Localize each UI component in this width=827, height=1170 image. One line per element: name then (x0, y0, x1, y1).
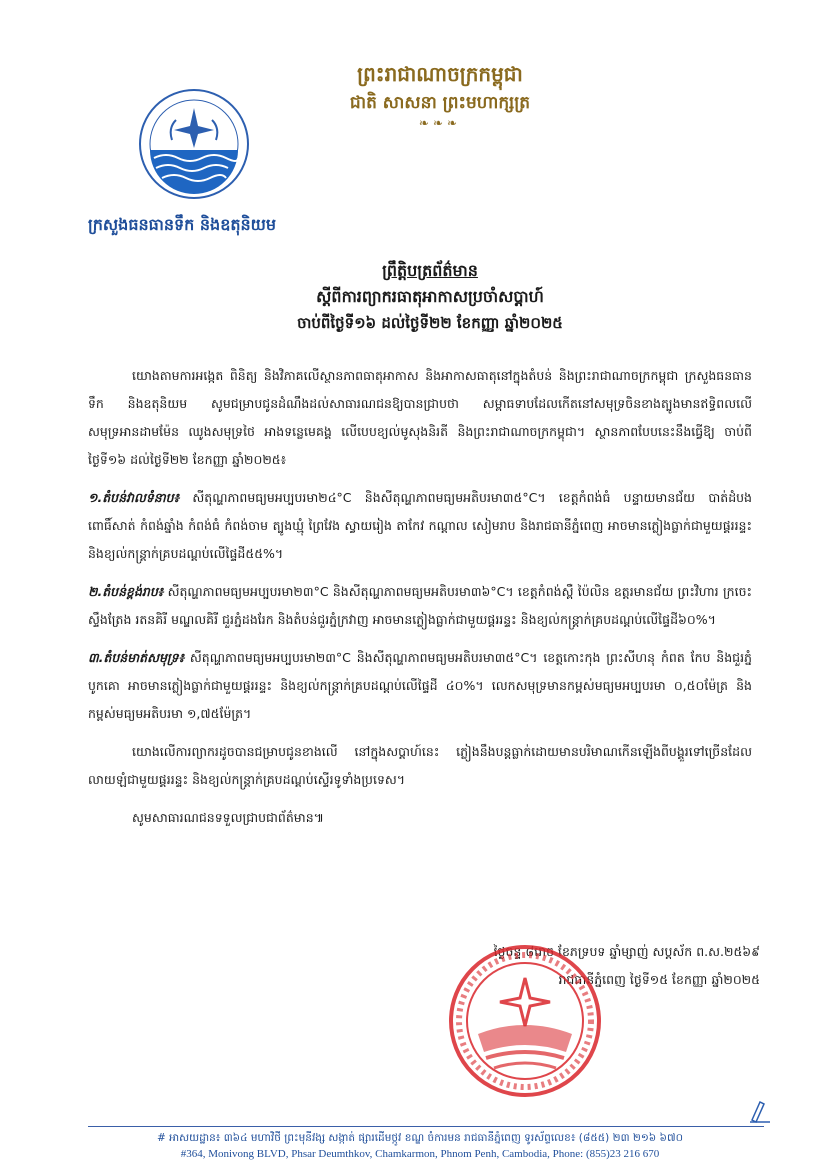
ministry-logo (138, 88, 250, 200)
region-text: សីតុណ្ហភាពមធ្យមអប្បបរមា២៤°C និងសីតុណ្ហភាពមធ្យមអតិបរមា៣៥°C។ ខេត្តកំពង់ធំ បន្ទាយមានជ័យ បាត់ដំបង ពោធិ៍សាត់ កំពង់ឆ្នាំង កំពង់ធំ កំពង់ចាម ត្បូងឃ្មុំ ព្រៃវែង ស្វាយរៀង តាកែវ កណ្តាល សៀមរាប និងរាជធានីភ្នំពេញ អាចមានភ្លៀងធ្លាក់ជាមួយផ្គររន្ទះ និងខ្យល់កន្ត្រាក់គ្របដណ្តប់លើផ្ទៃដី៥៥%។ (88, 490, 752, 561)
title-line-1: ព្រឹត្តិបត្រព័ត៌មាន (382, 261, 478, 280)
bulletin-body (88, 362, 752, 842)
lunar-date: ថ្ងៃចន្ទ ៨រោច ខែភទ្របទ ឆ្នាំម្សាញ់ សប្តស័ក ព.ស.២៥៦៩ (493, 944, 760, 959)
intro-paragraph: យោងតាមការអង្កេត ពិនិត្យ និងវិភាគលើស្ថានភាពធាតុអាកាស និងអាកាសធាតុនៅក្នុងតំបន់ និងព្រះរាជាណាចក្រកម្ពុជា ក្រសួងធនធានទឹក និងឧតុនិយម សូមជម្រាបជូនដំណឹងដល់សាធារណជនឱ្យបានជ្រាបថា សម្ពាធទាបដែលកើតនៅសមុទ្រចិនខាងត្បូងមានឥទ្ធិពលលើសមុទ្រអានដាមម៉ែន ឈូងសមុទ្រថៃ អាងទន្លេមេគង្គ លើបេបខ្យល់មូសុងនិរតី និងព្រះរាជាណាចក្រកម្ពុជា។ ស្ថានភាពបែបនេះនឹងធ្វើឱ្យ ចាប់ពីថ្ងៃទី១៦ ដល់ថ្ងៃទី២២ ខែកញ្ញា ឆ្នាំ២០២៥៖ (88, 368, 752, 467)
region-paragraph-lowland (88, 484, 752, 568)
title-line-2: ស្តីពីការព្យាករធាតុអាកាសប្រចាំសប្តាហ៍ (316, 287, 544, 306)
national-motto: ជាតិ សាសនា ព្រះមហាក្សត្រ (349, 93, 531, 113)
kingdom-header (300, 60, 580, 130)
pen-mark-icon (748, 1098, 772, 1124)
footer-address-km: # អាសយដ្ឋាន៖ ៣៦៤ មហាវិថី ព្រះមុនីវង្ស សង្កាត់ ផ្សារដើមថ្កូវ ខណ្ឌ ចំការមន រាជធានីភ្នំពេញ ទូរស័ព្ទលេខ៖ (៨៥៥) ២៣ ២១៦ ៦៧០ (156, 1132, 684, 1144)
region-text: សីតុណ្ហភាពមធ្យមអប្បបរមា២៣°C និងសីតុណ្ហភាពមធ្យមអតិបរមា៣៦°C។ ខេត្តកំពង់ស្ពឺ ប៉ៃលិន ឧត្តរមានជ័យ ព្រះវិហារ ក្រចេះ ស្ទឹងត្រែង រតនគិរី មណ្ឌលគិរី ជួរភ្នំដងរែក និងតំបន់ជួរភ្នំក្រវាញ អាចមានភ្លៀងធ្លាក់ជាមួយផ្គររន្ទះ និងខ្យល់កន្ត្រាក់គ្របដណ្តប់លើផ្ទៃដី៦០%។ (88, 584, 752, 627)
footer-address-en: #364, Monivong BLVD, Phsar Deumthkov, Chamkarmon, Phnom Penh, Cambodia, Phone: (855)23 216 670 (180, 1148, 660, 1160)
official-seal-icon (446, 942, 604, 1100)
kingdom-title: ព្រះរាជាណាចក្រកម្ពុជា (357, 62, 523, 86)
region-paragraph-plateau (88, 578, 752, 634)
closing-line: សូមសាធារណជនទទួលជ្រាបជាព័ត៌មាន៕ (132, 810, 325, 825)
region-paragraph-coastal (88, 644, 752, 728)
region-title: ២.តំបន់ខ្ពង់រាប៖ (88, 584, 164, 599)
header-ornament: ❧❧❧ (418, 116, 462, 130)
place-date: រាជធានីភ្នំពេញ ថ្ងៃទី១៥ ខែកញ្ញា ឆ្នាំ២០២៥ (558, 972, 760, 987)
region-title: ១.តំបន់វាលទំនាប៖ (88, 490, 180, 505)
bulletin-title (170, 258, 690, 336)
conclusion-paragraph: យោងលើការព្យាករដូចបានជម្រាបជូនខាងលើ នៅក្នុងសប្តាហ៍នេះ ភ្លៀងនឹងបន្តធ្លាក់ដោយមានបរិមាណកើនឡើងពីបង្គួរទៅច្រើនដែលលាយឡំជាមួយផ្គររន្ទះ និងខ្យល់កន្ត្រាក់គ្របដណ្តប់ស្ទើរទូទាំងប្រទេស។ (88, 744, 752, 787)
region-title: ៣.តំបន់មាត់សមុទ្រ៖ (88, 650, 185, 665)
title-line-3: ចាប់ពីថ្ងៃទី១៦ ដល់ថ្ងៃទី២២ ខែកញ្ញា ឆ្នាំ២០២៥ (297, 314, 563, 332)
region-text: សីតុណ្ហភាពមធ្យមអប្បបរមា២៣°C និងសីតុណ្ហភាពមធ្យមអតិបរមា៣៥°C។ ខេត្តកោះកុង ព្រះសីហនុ កំពត កែប និងជួរភ្នំបូកគោ អាចមានភ្លៀងធ្លាក់ជាមួយផ្គររន្ទះ និងខ្យល់កន្ត្រាក់គ្របដណ្តប់លើផ្ទៃដី ៤០%។ លេកសមុទ្រមានកម្ពស់មធ្យមអប្បបរមា ០,៥០ម៉ែត្រ និងកម្ពស់មធ្យមអតិបរមា ១,៧៥ម៉ែត្រ។ (88, 650, 752, 721)
ministry-name: ក្រសួងធនធានទឹក និងឧតុនិយម (88, 215, 277, 234)
footer-divider (88, 1126, 764, 1127)
footer-address (60, 1130, 780, 1162)
